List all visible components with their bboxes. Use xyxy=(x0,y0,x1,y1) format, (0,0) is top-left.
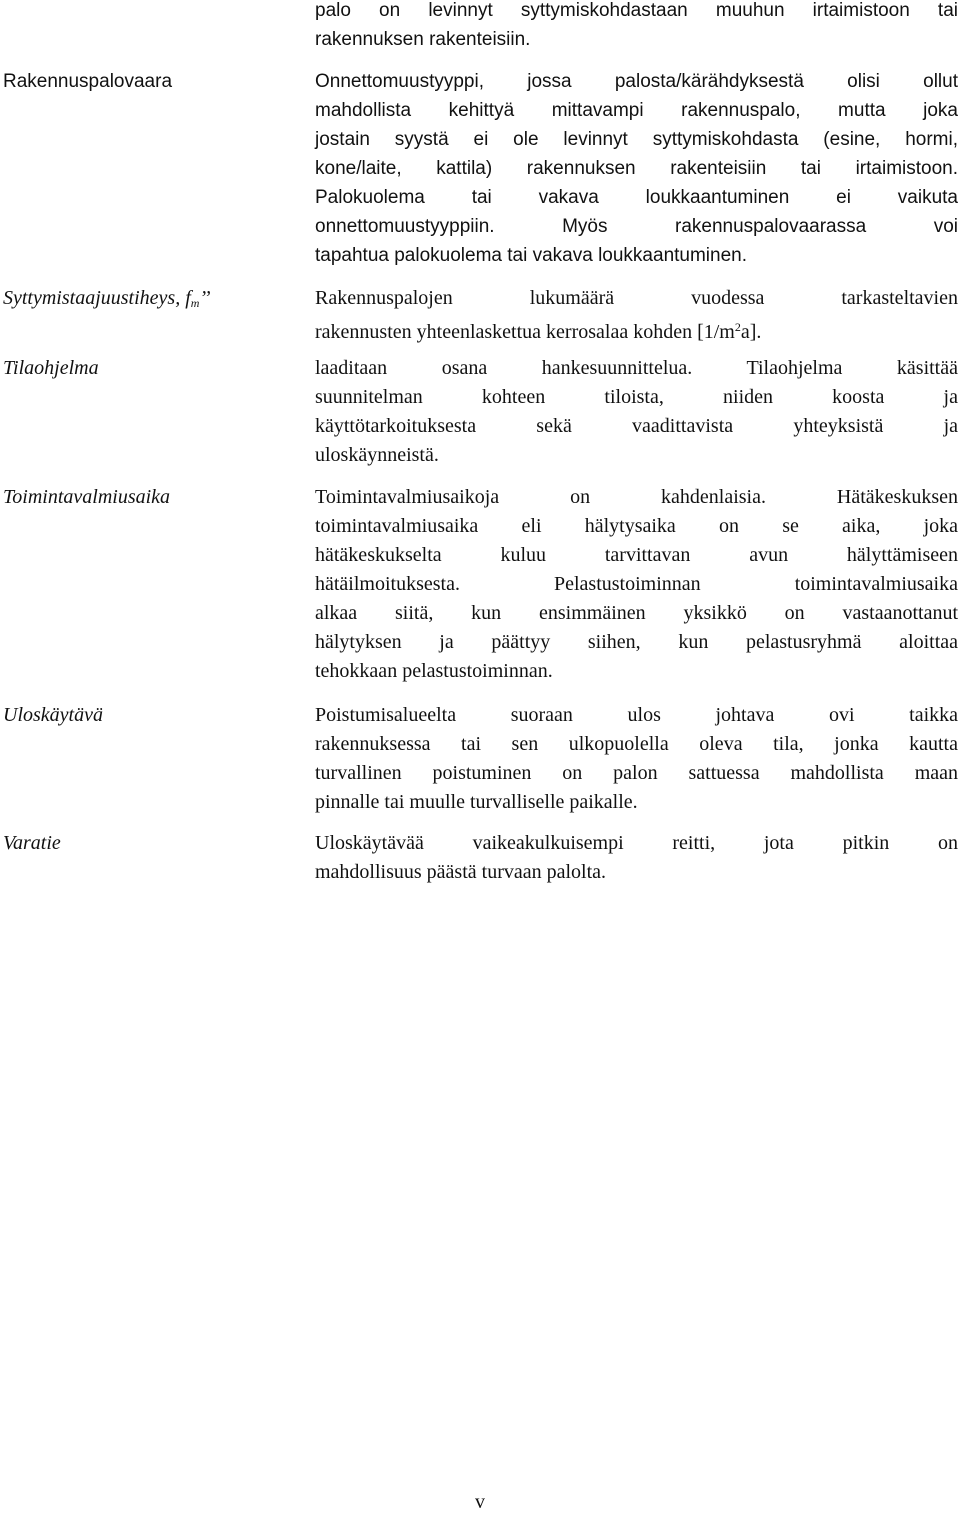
text-line: hälytyksen ja päättyy siihen, kun pelastusryhmä aloittaa xyxy=(315,631,958,653)
text-line: palo on levinnyt syttymiskohdastaan muuhun irtaimistoon tai xyxy=(315,0,958,21)
text-line: mahdollisuus päästä turvaan palolta. xyxy=(315,861,607,883)
definition-uloskaytava xyxy=(315,701,958,817)
term-syttymistaajuustiheys xyxy=(3,284,303,318)
term-rakennuspalovaara: Rakennuspalovaara xyxy=(3,71,173,92)
superscript: 2 xyxy=(734,320,741,334)
text-line: Palokuolema tai vakava loukkaantuminen ei vaikuta xyxy=(315,187,958,208)
text-line: uloskäynneistä. xyxy=(315,444,439,466)
text-line: tehokkaan pelastustoiminnan. xyxy=(315,660,553,682)
term-text: Syttymistaajuustiheys, f xyxy=(3,287,191,309)
text-line: suunnitelman kohteen tiloista, niiden koosta ja xyxy=(315,386,958,408)
page-number: v xyxy=(475,1491,485,1513)
text-line: Onnettomuustyyppi, jossa palosta/kärähdyksestä olisi ollut xyxy=(315,71,958,92)
text-line: Toimintavalmiusaikoja on kahdenlaisia. Hätäkeskuksen xyxy=(315,486,958,508)
text-segment: a]. xyxy=(740,321,762,343)
text-line: kone/laite, kattila) rakennuksen rakenteisiin tai irtaimistoon. xyxy=(315,158,958,179)
definition-rakennuspalovaara xyxy=(315,67,958,270)
definition-tilaohjelma xyxy=(315,354,958,470)
term-toimintavalmiusaika: Toimintavalmiusaika xyxy=(3,486,171,508)
definition-varatie xyxy=(315,829,958,887)
text-line: mahdollista kehittyä mittavampi rakennuspalo, mutta joka xyxy=(315,100,958,121)
definition-syttymistaajuustiheys xyxy=(315,284,958,342)
text-line: laaditaan osana hankesuunnittelua. Tilaohjelma käsittää xyxy=(315,357,958,379)
term-suffix: ’’ xyxy=(199,287,211,309)
text-line: Rakennuspalojen lukumäärä vuodessa tarkasteltavien xyxy=(315,287,958,309)
text-line: hätäilmoituksesta. Pelastustoiminnan toimintavalmiusaika xyxy=(315,573,958,595)
text-line: hätäkeskukselta kuluu tarvittavan avun hälyttämiseen xyxy=(315,544,958,566)
text-line: pinnalle tai muulle turvalliselle paikalle. xyxy=(315,791,638,813)
text-line: onnettomuustyyppiin. Myös rakennuspalovaarassa voi xyxy=(315,216,958,237)
text-line: toimintavalmiusaika eli hälytysaika on se aika, joka xyxy=(315,515,958,537)
text-line: tapahtua palokuolema tai vakava loukkaantuminen. xyxy=(315,245,748,266)
text-line: Uloskäytävää vaikeakulkuisempi reitti, jota pitkin on xyxy=(315,832,958,854)
term-tilaohjelma: Tilaohjelma xyxy=(3,357,99,379)
term-subscript: m xyxy=(190,296,200,310)
term-varatie: Varatie xyxy=(3,832,61,854)
intro-continuation xyxy=(315,0,958,54)
text-line: käyttötarkoituksesta sekä vaadittavista yhteyksistä ja xyxy=(315,415,958,437)
term-uloskaytava: Uloskäytävä xyxy=(3,704,103,726)
text-line: rakennuksen rakenteisiin. xyxy=(315,29,531,50)
text-segment: rakennusten yhteenlaskettua kerrosalaa kohden [1/m xyxy=(315,321,735,343)
text-line: rakennuksessa tai sen ulkopuolella oleva tila, jonka kautta xyxy=(315,733,958,755)
text-line: turvallinen poistuminen on palon sattuessa mahdollista maan xyxy=(315,762,958,784)
text-line: jostain syystä ei ole levinnyt syttymiskohdasta (esine, hormi, xyxy=(315,129,958,150)
text-line: alkaa siitä, kun ensimmäinen yksikkö on vastaanottanut xyxy=(315,602,958,624)
text-line: Poistumisalueelta suoraan ulos johtava ovi taikka xyxy=(315,704,958,726)
text-line xyxy=(315,313,958,342)
definition-toimintavalmiusaika xyxy=(315,483,958,686)
